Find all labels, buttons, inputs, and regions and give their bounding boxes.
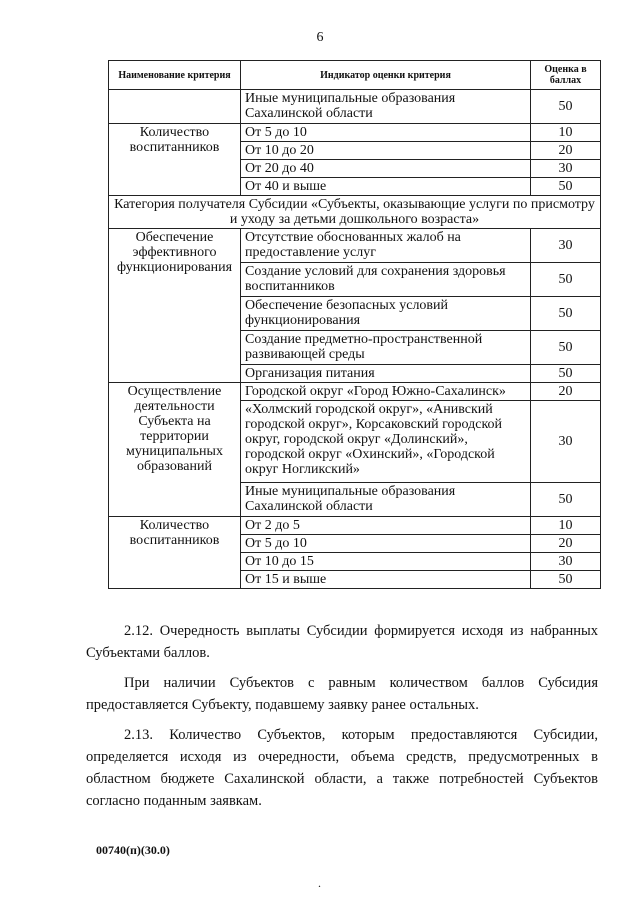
indicator-cell: Организация питания [241,365,531,383]
score-cell: 10 [531,124,601,142]
score-cell: 50 [531,365,601,383]
score-cell: 20 [531,383,601,401]
score-cell: 50 [531,263,601,297]
table-header-row [109,61,601,90]
body-text [86,620,598,820]
indicator-cell: От 10 до 15 [241,553,531,571]
criterion-cell: Количество воспитанников [109,517,241,589]
score-cell: 50 [531,178,601,196]
criterion-cell: Количество воспитанников [109,124,241,196]
score-cell: 10 [531,517,601,535]
table-row [109,517,601,535]
score-cell: 30 [531,401,601,483]
indicator-cell: Отсутствие обоснованных жалоб на предоставление услуг [241,229,531,263]
header-score: Оценка в баллах [531,61,601,90]
paragraph-2-13: 2.13. Количество Субъектов, которым предоставляются Субсидии, определяется исходя из очередности, объема средств, предусмотренных в областном бюджете Сахалинской области, а также потребностей Субъектов согласно поданным заявкам. [86,727,598,809]
indicator-cell: От 5 до 10 [241,124,531,142]
indicator-cell: От 20 до 40 [241,160,531,178]
paragraph-equal-scores: При наличии Субъектов с равным количеством баллов Субсидия предоставляется Субъекту, подавшему заявку ранее остальных. [86,675,598,713]
score-cell: 50 [531,90,601,124]
category-row [109,196,601,229]
indicator-cell: Городской округ «Город Южно-Сахалинск» [241,383,531,401]
score-cell: 30 [531,160,601,178]
score-cell: 50 [531,483,601,517]
indicator-cell: Иные муниципальные образования Сахалинской области [241,483,531,517]
score-cell: 30 [531,229,601,263]
indicator-cell: «Холмский городской округ», «Анивский городской округ», Корсаковский городской округ, городской округ «Долинский», городской округ «Охинский», «Городской округ Ногликский» [241,401,531,483]
footer-mark: . [318,876,321,890]
indicator-cell: От 15 и выше [241,571,531,589]
score-cell: 20 [531,535,601,553]
indicator-cell: Обеспечение безопасных условий функционирования [241,297,531,331]
header-criterion: Наименование критерия [109,61,241,90]
indicator-cell: От 5 до 10 [241,535,531,553]
criterion-cell [109,90,241,124]
header-indicator: Индикатор оценки критерия [241,61,531,90]
indicator-cell: Иные муниципальные образования Сахалинской области [241,90,531,124]
indicator-cell: От 2 до 5 [241,517,531,535]
paragraph-2-12: 2.12. Очередность выплаты Субсидии формируется исходя из набранных Субъектами баллов. [86,623,598,661]
indicator-cell: Создание предметно-пространственной развивающей среды [241,331,531,365]
indicator-cell: Создание условий для сохранения здоровья воспитанников [241,263,531,297]
indicator-cell: От 10 до 20 [241,142,531,160]
score-cell: 50 [531,297,601,331]
indicator-cell: От 40 и выше [241,178,531,196]
category-cell: Категория получателя Субсидии «Субъекты, оказывающие услуги по присмотру и уходу за детьми дошкольного возраста» [109,196,601,229]
criterion-cell: Осуществление деятельности Субъекта на территории муниципальных образований [109,383,241,517]
criteria-table [108,60,601,589]
page-number: 6 [316,30,324,45]
score-cell: 50 [531,331,601,365]
table-row [109,383,601,401]
score-cell: 50 [531,571,601,589]
table-row [109,229,601,263]
document-code: 00740(п)(30.0) [96,843,170,857]
table-row [109,90,601,124]
score-cell: 20 [531,142,601,160]
table-row [109,124,601,142]
criterion-cell: Обеспечение эффективного функционирования [109,229,241,383]
score-cell: 30 [531,553,601,571]
